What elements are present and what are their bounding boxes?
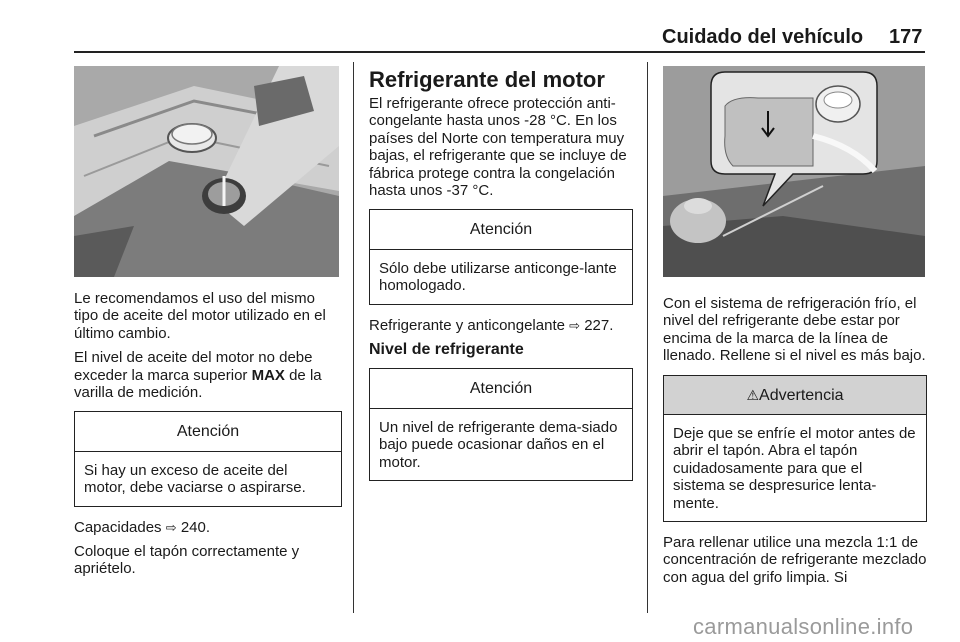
coolant-level-text: Con el sistema de refrigeración frío, el nivel del refrigerante debe estar por encima de la marca de la línea de llenado. Rellene si el nivel es más bajo.: [663, 295, 926, 365]
oil-level-text: El nivel de aceite del motor no debe exceder la marca superior MAX de la varilla de medición.: [74, 349, 322, 402]
column-divider-2: [647, 62, 648, 613]
coolant-level-notice-box: [369, 368, 633, 481]
notice-title: Atención: [370, 210, 632, 249]
notice-title: Atención: [370, 369, 632, 408]
refill-instructions-text: Para rellenar utilice una mezcla 1:1 de concentración de refrigerante mezclado con agua del grifo limpia. Si: [663, 534, 927, 586]
oil-recommendation-text: Le recomendamos el uso del mismo tipo de aceite del motor utilizado en el último cambio.: [74, 290, 326, 342]
cap-instruction-text: Coloque el tapón correctamente y apriételo.: [74, 543, 300, 578]
arrow-right-icon: ⇨: [165, 519, 177, 535]
column-divider-1: [353, 62, 354, 613]
right-column: [663, 295, 927, 593]
coolant-notice-box: [369, 209, 633, 304]
section-title: Refrigerante del motor: [369, 67, 605, 92]
left-column: [74, 290, 342, 585]
header-title: Cuidado del vehículo: [662, 26, 864, 48]
capacities-link[interactable]: Capacidades ⇨ 240.: [74, 518, 211, 536]
engine-oil-photo: [74, 66, 339, 277]
warning-box: [663, 375, 927, 522]
notice-title: Atención: [75, 412, 341, 451]
warning-body: Deje que se enfríe el motor antes de abrir el tapón. Abra el tapón cuidadosamente para que el sistema se despresurice lenta-mente.: [673, 425, 916, 512]
coolant-tank-photo: [663, 66, 925, 277]
notice-body: Si hay un exceso de aceite del motor, debe vaciarse o aspirarse.: [84, 461, 306, 497]
watermark: carmanualsonline.info: [693, 614, 914, 639]
warning-triangle-icon: ⚠: [746, 386, 760, 403]
warning-title: ⚠Advertencia: [664, 376, 926, 415]
arrow-right-icon: ⇨: [569, 317, 581, 333]
coolant-antifreeze-link[interactable]: Refrigerante y anticongelante ⇨ 227.: [369, 316, 614, 334]
notice-body: Sólo debe utilizarse anticonge-lante homologado.: [379, 259, 617, 295]
page-number: 177: [889, 26, 923, 48]
middle-column: [369, 68, 633, 493]
header-rule: [74, 51, 925, 53]
coolant-level-subhead: Nivel de refrigerante: [369, 341, 524, 359]
notice-body: Un nivel de refrigerante dema-siado bajo puede ocasionar daños en el motor.: [379, 418, 618, 471]
oil-notice-box: [74, 411, 342, 506]
coolant-intro-text: El refrigerante ofrece protección anti-congelante hasta unos -28 °C. En los países del Norte con temperatura muy bajas, el refrigerante que se incluye de fábrica protege contra la congelación hasta unos -37 °C.: [369, 95, 627, 200]
